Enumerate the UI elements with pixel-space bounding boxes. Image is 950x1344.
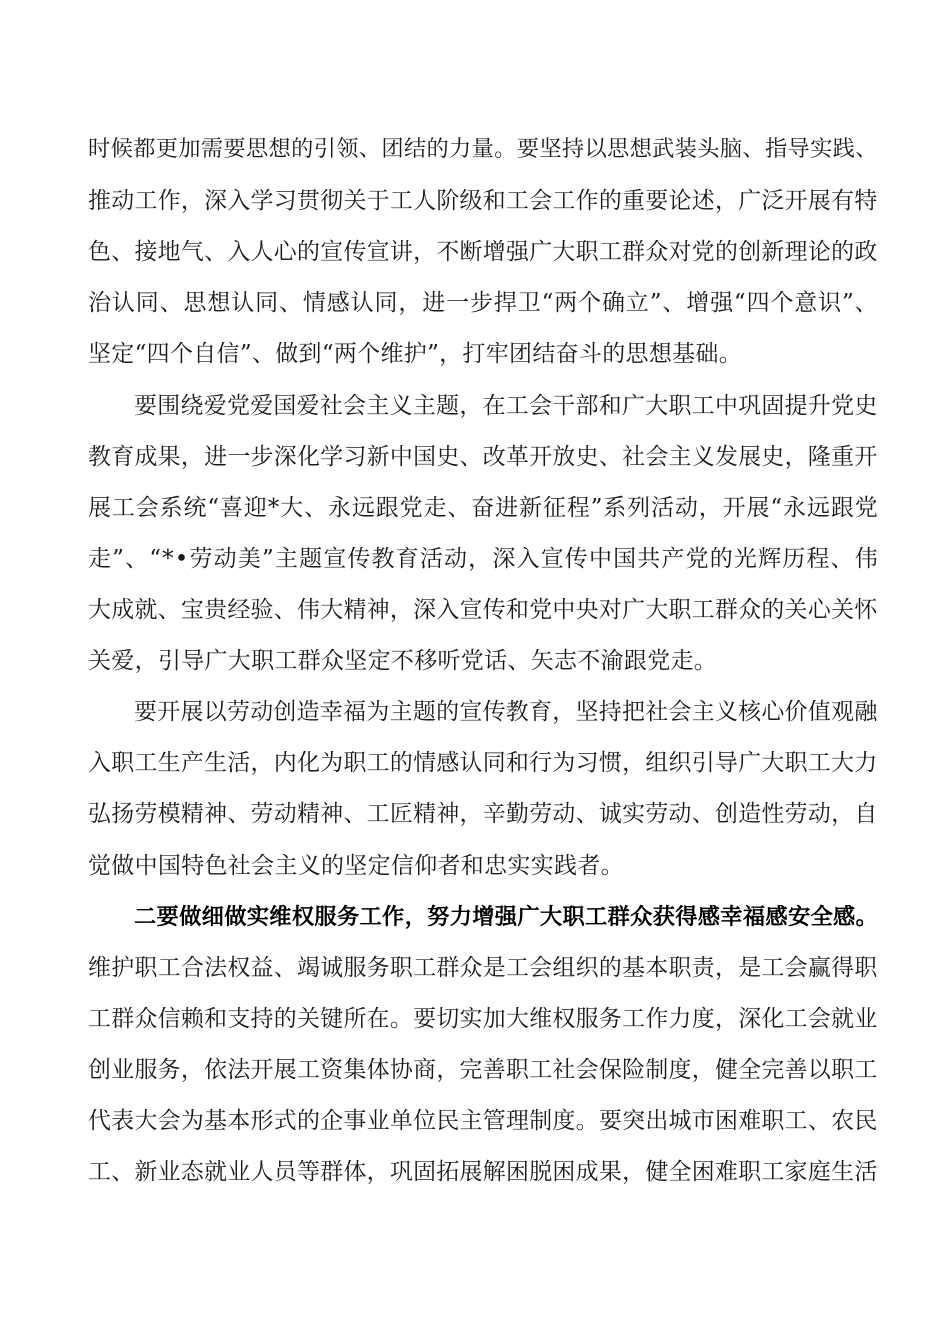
text-line-15: 觉做中国特色社会主义的坚定信仰者和忠实实践者。 [88,853,624,879]
text-line-2: 推动工作，深入学习贯彻关于工人阶级和工会工作的重要论述，广泛开展有特 [88,188,878,214]
text-line-5: 坚定“四个自信”、做到“两个维护”，打牢团结奋斗的思想基础。 [88,341,743,367]
text-line-11: 关爱，引导广大职工群众坚定不移听党话、矢志不渝跟党走。 [88,648,718,674]
text-line-18: 工群众信赖和支持的关键所在。要切实加大维权服务工作力度，深化工会就业 [88,1006,878,1032]
section-heading: 二要做细做实维权服务工作，努力增强广大职工群众获得感幸福感安全感。 [134,904,879,930]
text-line-9: 走”、“*•劳动美”主题宣传教育活动，深入宣传中国共产党的光辉历程、伟 [88,546,879,572]
text-line-12: 要开展以劳动创造幸福为主题的宣传教育，坚持把社会主义核心价值观融 [134,699,878,725]
text-line-19: 创业服务，依法开展工资集体协商，完善职工社会保险制度，健全完善以职工 [88,1057,878,1083]
text-line-17: 维护职工合法权益、竭诚服务职工群众是工会组织的基本职责，是工会赢得职 [88,955,878,981]
text-line-13: 入职工生产生活，内化为职工的情感认同和行为习惯，组织引导广大职工大力 [88,750,878,776]
text-line-7: 教育成果，进一步深化学习新中国史、改革开放史、社会主义发展史，隆重开 [88,444,878,470]
text-line-3: 色、接地气、入人心的宣传宣讲，不断增强广大职工群众对党的创新理论的政 [88,239,878,265]
text-line-21: 工、新业态就业人员等群体，巩固拓展解困脱困成果，健全困难职工家庭生活 [88,1159,878,1185]
text-line-1: 时候都更加需要思想的引领、团结的力量。要坚持以思想武装头脑、指导实践、 [88,136,878,162]
text-line-14: 弘扬劳模精神、劳动精神、工匠精神，辛勤劳动、诚实劳动、创造性劳动，自 [88,801,878,827]
text-line-8: 展工会系统“喜迎*大、永远跟党走、奋进新征程”系列活动，开展“永远跟党 [88,495,879,521]
text-line-20: 代表大会为基本形式的企事业单位民主管理制度。要突出城市困难职工、农民 [88,1108,878,1134]
text-line-10: 大成就、宝贵经验、伟大精神，深入宣传和党中央对广大职工群众的关心关怀 [88,597,878,623]
text-line-6: 要围绕爱党爱国爱社会主义主题，在工会干部和广大职工中巩固提升党史 [134,393,878,419]
text-line-4: 治认同、思想认同、情感认同，进一步捍卫“两个确立”、增强“四个意识”、 [88,290,879,316]
